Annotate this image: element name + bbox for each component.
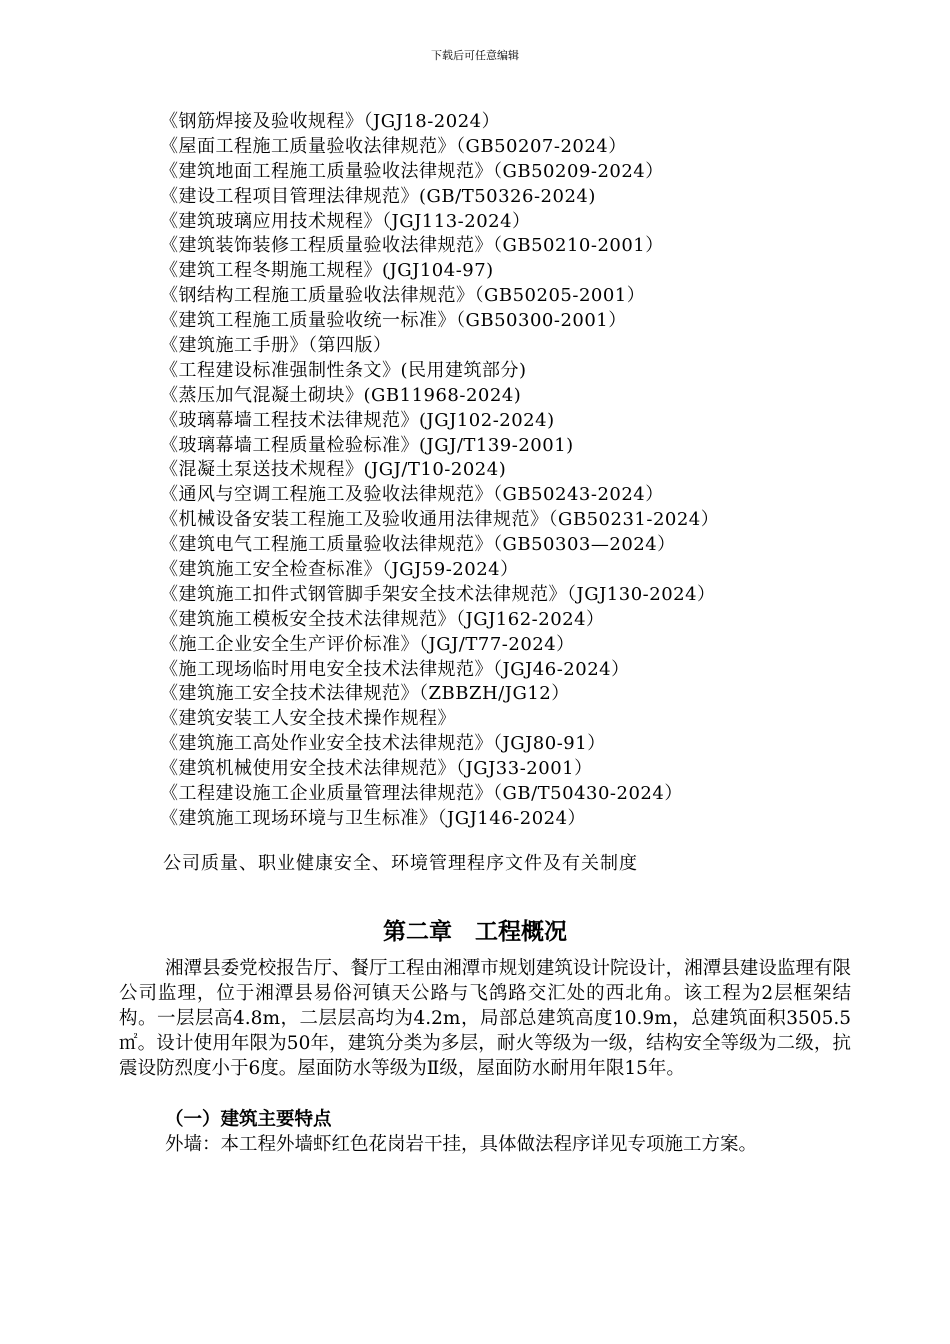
- company-procedures-line: 公司质量、职业健康安全、环境管理程序文件及有关制度: [163, 853, 638, 874]
- reference-item: 《工程建设施工企业质量管理法律规范》（GB/T50430-2024）: [160, 783, 683, 805]
- reference-item: 《玻璃幕墙工程技术法律规范》(JGJ102-2024): [160, 409, 555, 431]
- reference-item: 《建筑施工模板安全技术法律规范》（JGJ162-2024）: [160, 608, 605, 630]
- reference-item: 《建设工程项目管理法律规范》(GB/T50326-2024): [160, 185, 596, 207]
- reference-item: 《建筑地面工程施工质量验收法律规范》（GB50209-2024）: [160, 160, 664, 182]
- reference-item: 《建筑机械使用安全技术法律规范》（JGJ33-2001）: [160, 758, 593, 780]
- reference-item: 《钢筋焊接及验收规程》（JGJ18-2024）: [160, 111, 501, 132]
- section-heading-main-features: （一）建筑主要特点: [165, 1109, 332, 1130]
- reference-item: 《蒸压加气混凝土砌块》(GB11968-2024): [160, 384, 522, 406]
- reference-item: 《钢结构工程施工质量验收法律规范》（GB50205-2001）: [160, 285, 646, 307]
- reference-item: 《建筑施工现场环境与卫生标准》（JGJ146-2024）: [160, 807, 587, 829]
- project-overview-paragraph: 湘潭县委党校报告厅、餐厅工程由湘潭市规划建筑设计院设计，湘潭县建设监理有限公司监理，位于湘潭县易俗河镇天公路与飞鸽路交汇处的西北角。该工程为2层框架结构。一层层高4.8m，二层层高均为4.2m，局部总建筑高度10.9m，总建筑面积3505.5㎡。设计使用年限为50年，建筑分类为多层，耐火等级为一级，结构安全等级为二级，抗震设防烈度小于6度。屋面防水等级为Ⅱ级，屋面防水耐用年限15年。: [119, 958, 851, 1079]
- reference-item: 《建筑装饰装修工程质量验收法律规范》（GB50210-2001）: [160, 235, 664, 257]
- reference-standards-list: [160, 110, 860, 832]
- reference-item: 《机械设备安装工程施工及验收通用法律规范》（GB50231-2024）: [160, 509, 720, 531]
- reference-item: 《工程建设标准强制性条文》(民用建筑部分): [160, 359, 527, 381]
- reference-item: 《建筑工程冬期施工规程》(JGJ104-97): [160, 260, 494, 282]
- reference-item: 《建筑施工安全检查标准》（JGJ59-2024）: [160, 559, 519, 581]
- reference-item: 《建筑施工手册》（第四版）: [160, 335, 392, 357]
- page-header-note: 下载后可任意编辑: [431, 49, 519, 62]
- reference-item: 《建筑施工安全技术法律规范》（ZBBZH/JG12）: [160, 683, 570, 705]
- reference-item: 《建筑施工高处作业安全技术法律规范》（JGJ80-91）: [160, 733, 606, 755]
- reference-item: 《建筑工程施工质量验收统一标准》（GB50300-2001）: [160, 310, 627, 332]
- reference-item: 《通风与空调工程施工及验收法律规范》（GB50243-2024）: [160, 484, 664, 506]
- reference-item: 《屋面工程施工质量验收法律规范》（GB50207-2024）: [160, 135, 627, 157]
- chapter-title: 第二章 工程概况: [383, 919, 567, 945]
- reference-item: 《玻璃幕墙工程质量检验标准》(JGJ/T139-2001): [160, 434, 574, 456]
- exterior-wall-paragraph: 外墙：本工程外墙虾红色花岗岩干挂，具体做法程序详见专项施工方案。: [165, 1134, 758, 1155]
- reference-item: 《混凝土泵送技术规程》(JGJ/T10-2024): [160, 459, 507, 481]
- reference-item: 《建筑施工扣件式钢管脚手架安全技术法律规范》（JGJ130-2024）: [160, 583, 716, 605]
- reference-item: 《建筑玻璃应用技术规程》（JGJ113-2024）: [160, 210, 531, 232]
- reference-item: 《建筑安装工人安全技术操作规程》: [160, 708, 456, 730]
- reference-item: 《施工企业安全生产评价标准》（JGJ/T77-2024）: [160, 633, 575, 655]
- reference-item: 《施工现场临时用电安全技术法律规范》（JGJ46-2024）: [160, 658, 630, 680]
- reference-item: 《建筑电气工程施工质量验收法律规范》（GB50303—2024）: [160, 534, 676, 556]
